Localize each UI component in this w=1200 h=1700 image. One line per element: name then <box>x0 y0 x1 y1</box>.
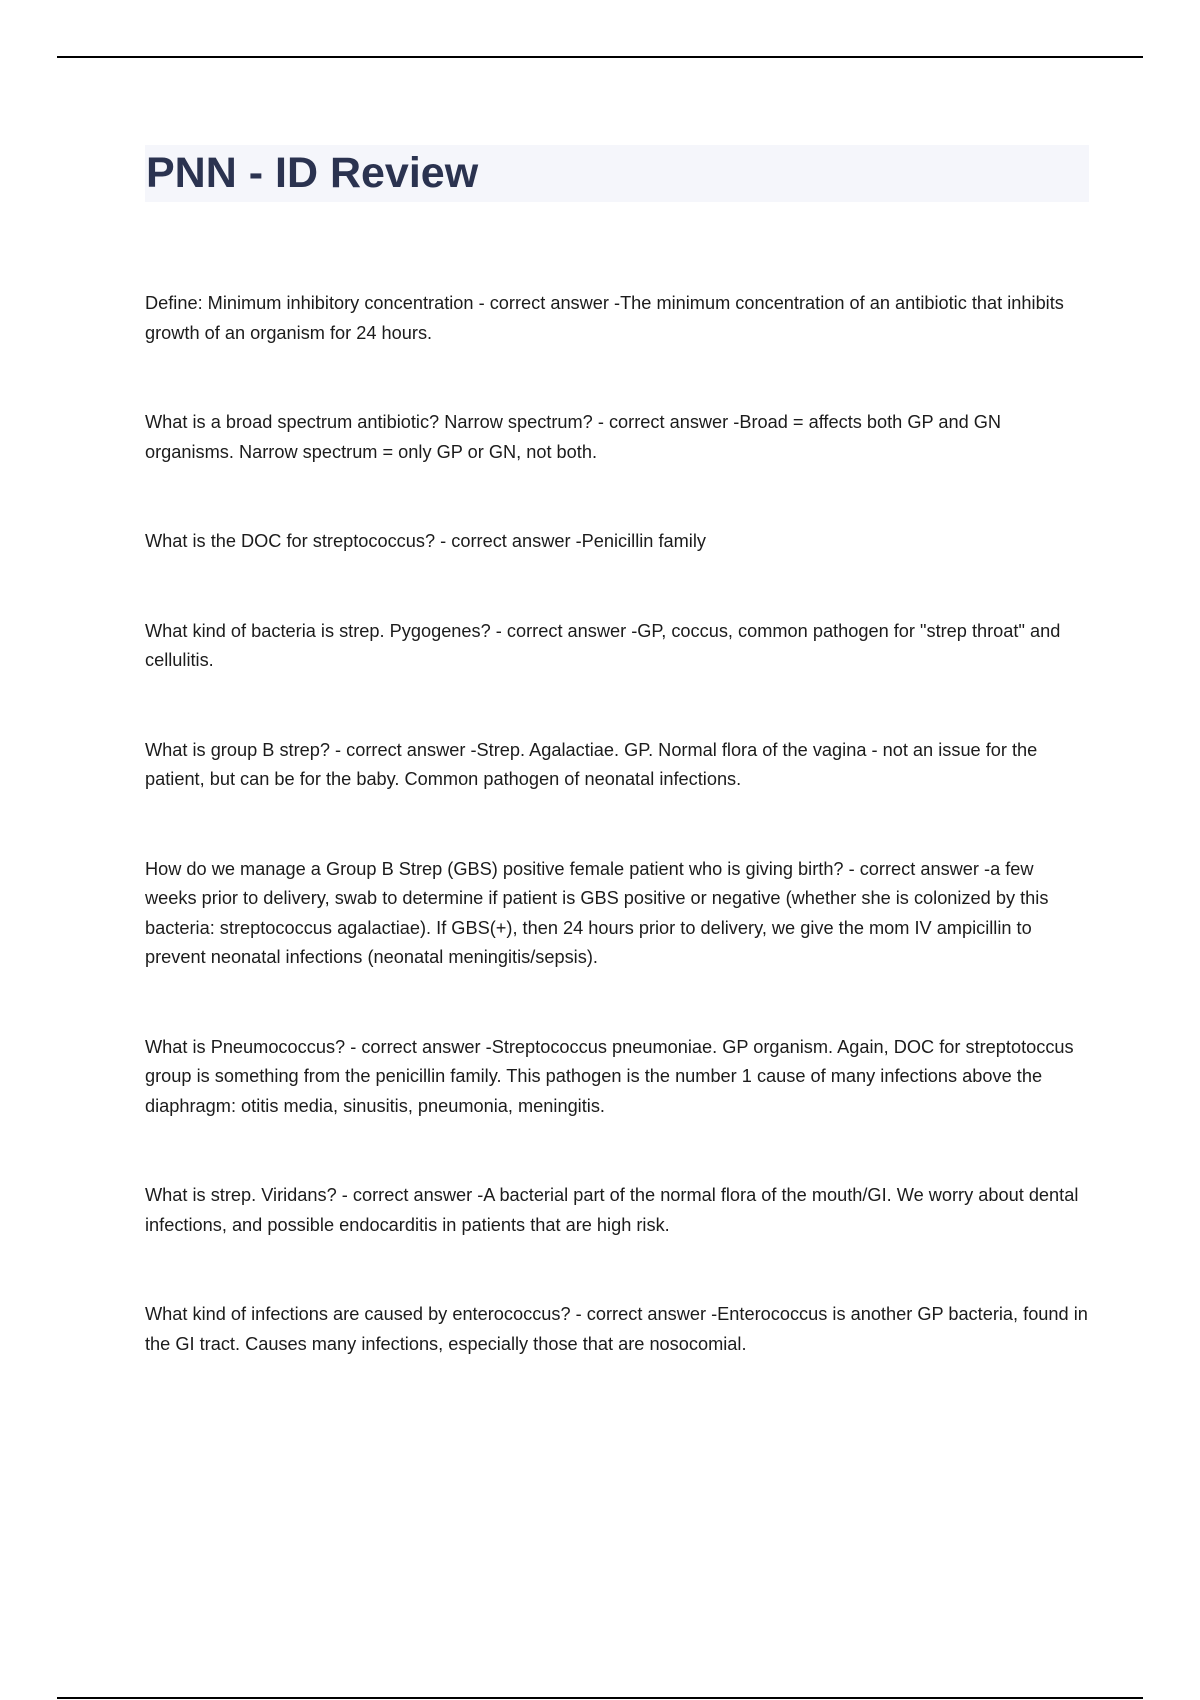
qa-item-strep-doc: What is the DOC for streptococcus? - correct answer -Penicillin family <box>145 531 706 551</box>
qa-item-pneumococcus: What is Pneumococcus? - correct answer -Streptococcus pneumoniae. GP organism. Again, DOC for streptotoccus group is something from the penicillin family. This pathogen is the number 1 cause of many infections above the diaphragm: otitis media, sinusitis, pneumonia, meningitis. <box>145 1036 1074 1116</box>
document-title: PNN - ID Review <box>146 149 479 197</box>
qa-item-group-b-strep: What is group B strep? - correct answer -Strep. Agalactiae. GP. Normal flora of the vagina - not an issue for the patient, but can be for the baby. Common pathogen of neonatal infections. <box>145 739 1038 789</box>
header-rule <box>57 56 1143 58</box>
qa-item-strep-viridans: What is strep. Viridans? - correct answer -A bacterial part of the normal flora of the mouth/GI. We worry about dental infections, and possible endocarditis in patients that are high risk. <box>145 1185 1079 1235</box>
qa-item-spectrum: What is a broad spectrum antibiotic? Narrow spectrum? - correct answer -Broad = affects both GP and GN organisms. Narrow spectrum = only GP or GN, not both. <box>145 412 1002 462</box>
qa-item-strep-pyogenes: What kind of bacteria is strep. Pygogenes? - correct answer -GP, coccus, common pathogen for "strep throat" and cellulitis. <box>145 620 1061 670</box>
qa-item-mic: Define: Minimum inhibitory concentration - correct answer -The minimum concentration of an antibiotic that inhibits growth of an organism for 24 hours. <box>145 293 1064 343</box>
qa-item-enterococcus: What kind of infections are caused by enterococcus? - correct answer -Enterococcus is another GP bacteria, found in the GI tract. Causes many infections, especially those that are nosocomial. <box>145 1304 1088 1354</box>
qa-item-gbs-management: How do we manage a Group B Strep (GBS) positive female patient who is giving birth? - correct answer -a few weeks prior to delivery, swab to determine if patient is GBS positive or negative (whether she is colonized by this bacteria: streptococcus agalactiae). If GBS(+), then 24 hours prior to delivery, we give the mom IV ampicillin to prevent neonatal infections (neonatal meningitis/sepsis). <box>145 858 1049 967</box>
qa-list <box>145 289 1090 1359</box>
footer-rule <box>57 1697 1143 1699</box>
